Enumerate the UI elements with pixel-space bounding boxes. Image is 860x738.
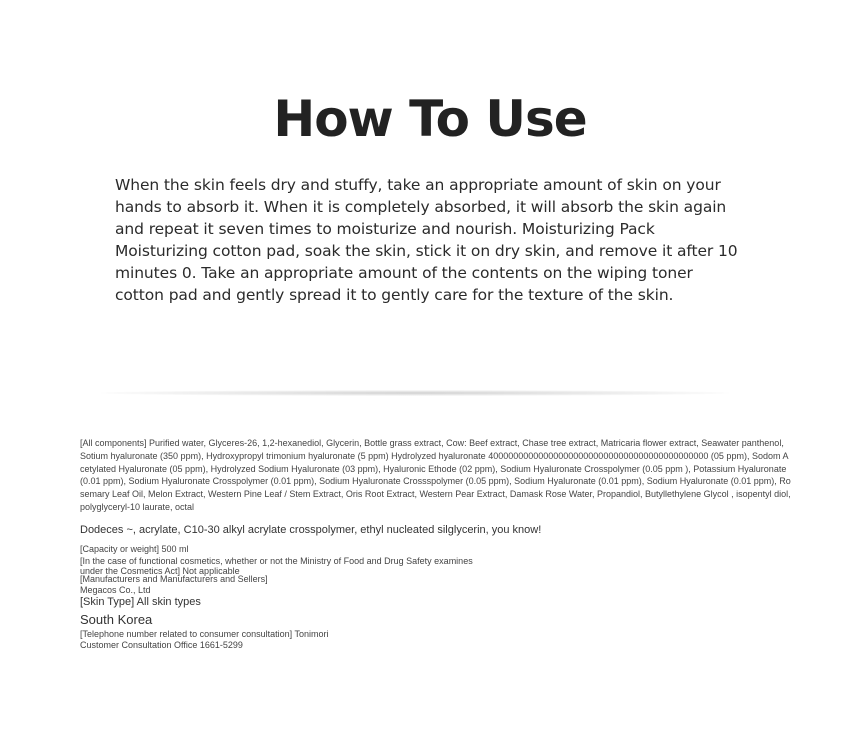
manufacturer-label: [Manufacturers and Manufacturers and Sellers] bbox=[80, 574, 268, 584]
consultation-phone-line1: [Telephone number related to consumer consultation] Tonimori bbox=[80, 629, 329, 639]
origin-text: South Korea bbox=[80, 612, 153, 627]
all-components-text: [All components] Purified water, Glyceres-26, 1,2-hexanediol, Glycerin, Bottle grass extract, Cow: Beef extract, Chase tree extract, Matricaria flower extract, Seawater panthenol, Sotium hyaluronate (350 ppm), Hydroxypropyl trimonium hyaluronate (5 ppm) Hydrolyzed hyaluronate 40000000000000000000000000000000000000000000 (05 ppm), Sodom Acetylated Hyaluronate (05 ppm), Hydrolyzed Sodium Hyaluronate (03 ppm), Hyaluronic Ethode (02 ppm), Sodium Hyaluronate Crosspolymer (0.05 ppm ), Potassium Hyaluronate (0.01 ppm), Sodium Hyaluronate Crosspolymer (0.01 ppm), Sodium Hyaluronate Crossspolymer (0.05 ppm), Sodium Hyaluronate (0.01 ppm), Sodium Hyaluronate (0.01 ppm), Rosemary Leaf Oil, Melon Extract, Western Pine Leaf / Stem Extract, Oris Root Extract, Western Pear Extract, Damask Rose Water, Propandiol, Butyllethylene Glycol , isopentyl diol, polyglyceryl-10 laurate, octal bbox=[80, 438, 791, 512]
usage-instructions: When the skin feels dry and stuffy, take an appropriate amount of skin on your hands to absorb it. When it is completely absorbed, it will absorb the skin again and repeat it seven times to moisturize and nourish. Moisturizing Pack Moisturizing cotton pad, soak the skin, stick it on dry skin, and remove it after 10 minutes 0. Take an appropriate amount of the contents on the wiping toner cotton pad and gently spread it to gently care for the texture of the skin. bbox=[115, 176, 738, 304]
skin-type-text: [Skin Type] All skin types bbox=[80, 596, 201, 608]
capacity-text: [Capacity or weight] 500 ml bbox=[80, 544, 189, 554]
components-extra-text: Dodeces ~, acrylate, C10-30 alkyl acrylate crosspolymer, ethyl nucleated silglycerin, you know! bbox=[80, 524, 542, 536]
manufacturer-value: Megacos Co., Ltd bbox=[80, 585, 151, 595]
consultation-phone-line2: Customer Consultation Office 1661-5299 bbox=[80, 640, 243, 650]
section-divider bbox=[100, 390, 730, 396]
functional-cosmetics-line2: under the Cosmetics Act] Not applicable bbox=[80, 566, 240, 576]
functional-cosmetics-line1: [In the case of functional cosmetics, whether or not the Ministry of Food and Drug Safety examines bbox=[80, 556, 473, 566]
page-title: How To Use bbox=[273, 90, 587, 148]
